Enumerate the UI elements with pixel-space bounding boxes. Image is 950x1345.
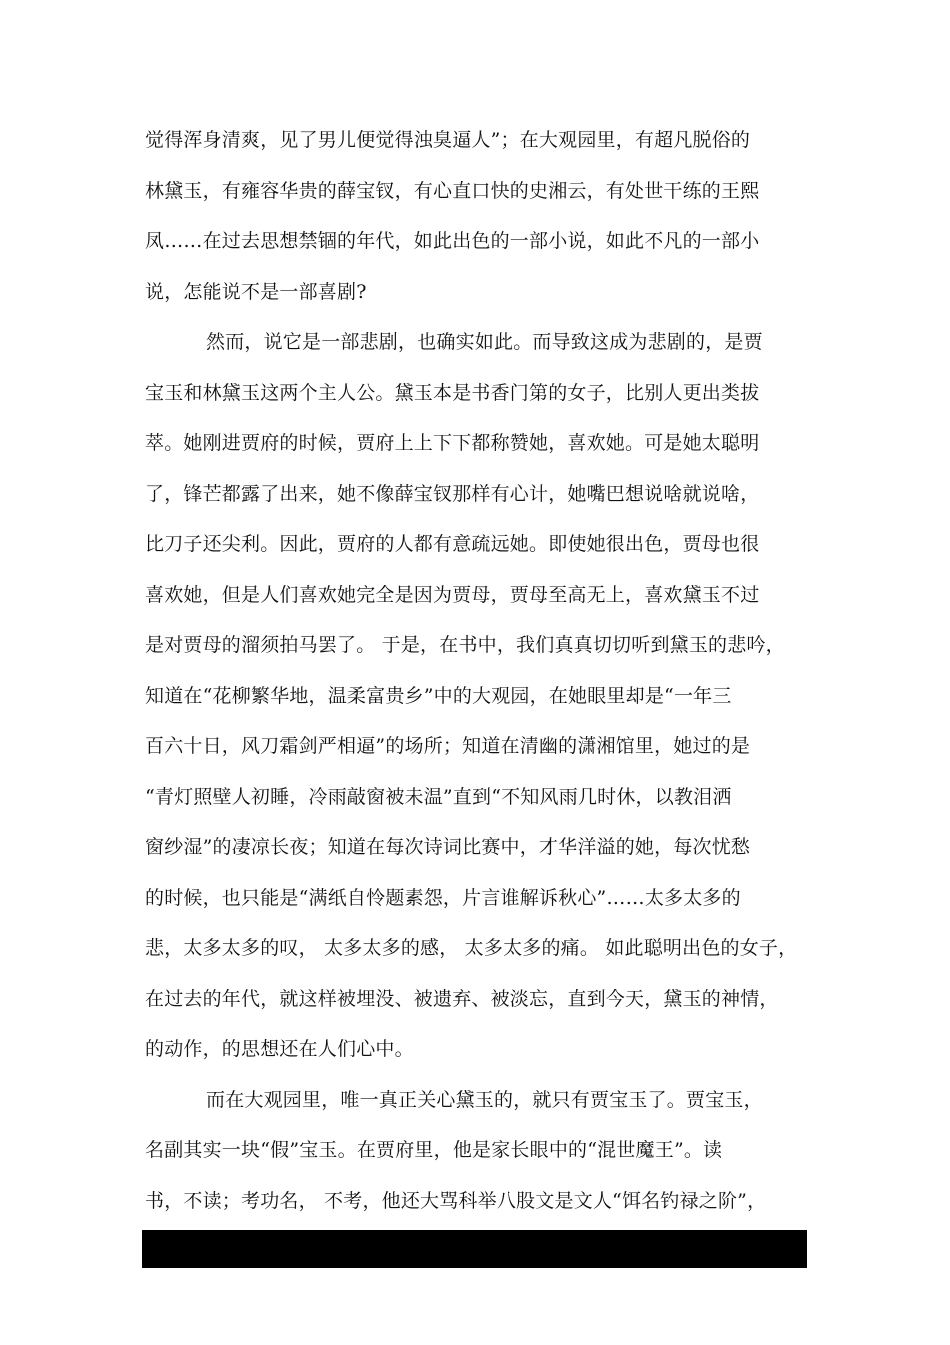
text-line: 名副其实一块“假”宝玉。在贾府里，他是家长眼中的“混世魔王”。读 xyxy=(145,1139,723,1161)
text-line: 觉得浑身清爽，见了男儿便觉得浊臭逼人”；在大观园里，有超凡脱俗的 xyxy=(145,129,751,151)
text-line: 窗纱湿”的凄凉长夜；知道在每次诗词比赛中，才华洋溢的她，每次忧愁 xyxy=(145,836,751,858)
text-line: 是对贾母的溜须拍马罢了。 于是，在书中，我们真真切切听到黛玉的悲吟， xyxy=(145,634,785,656)
text-line: 百六十日，风刀霜剑严相逼”的场所；知道在清幽的潇湘馆里，她过的是 xyxy=(145,735,751,757)
text-line: 宝玉和林黛玉这两个主人公。黛玉本是书香门第的女子，比别人更出类拔 xyxy=(145,381,760,404)
text-line: 的动作，的思想还在人们心中。 xyxy=(145,1038,414,1060)
text-line: 的时候，也只能是“满纸自怜题素怨，片言谁解诉秋心”……太多太多的 xyxy=(145,886,741,909)
paragraph-start-line: 然而，说它是一部悲剧，也确实如此。而导致这成为悲剧的，是贾 xyxy=(206,331,763,353)
text-line: “青灯照壁人初睡，冷雨敲窗被未温”直到“不知风雨几时休，以教泪洒 xyxy=(145,785,732,808)
text-line: 林黛玉，有雍容华贵的薛宝钗，有心直口快的史湘云，有处世干练的王熙 xyxy=(145,179,760,202)
text-line: 悲，太多太多的叹， 太多太多的感， 太多太多的痛。 如此聪明出色的女子， xyxy=(145,937,798,959)
text-line: 在过去的年代，就这样被埋没、被遗弃、被淡忘，直到今天，黛玉的神情， xyxy=(145,987,779,1010)
text-line: 知道在“花柳繁华地，温柔富贵乡”中的大观园，在她眼里却是“一年三 xyxy=(145,684,732,707)
text-line: 萃。她刚进贾府的时候，贾府上上下下都称赞她，喜欢她。可是她太聪明 xyxy=(145,432,760,454)
text-line: 凤……在过去思想禁锢的年代，如此出色的一部小说，如此不凡的一部小 xyxy=(145,230,760,252)
text-line: 了，锋芒都露了出来，她不像薛宝钗那样有心计，她嘴巴想说啥就说啥， xyxy=(145,482,760,505)
text-line: 书，不读；考功名， 不考，他还大骂科举八股文是文人“饵名钓禄之阶”， xyxy=(145,1189,767,1212)
text-line: 说，怎能说不是一部喜剧? xyxy=(145,280,367,303)
paragraph-start-line: 而在大观园里，唯一真正关心黛玉的，就只有贾宝玉了。贾宝玉， xyxy=(206,1088,763,1111)
text-line: 喜欢她，但是人们喜欢她完全是因为贾母，贾母至高无上，喜欢黛玉不过 xyxy=(145,583,760,606)
text-line: 比刀子还尖利。因此，贾府的人都有意疏远她。即使她很出色，贾母也很 xyxy=(145,533,760,555)
body-text xyxy=(145,124,805,1235)
redaction-bar xyxy=(142,1230,807,1268)
